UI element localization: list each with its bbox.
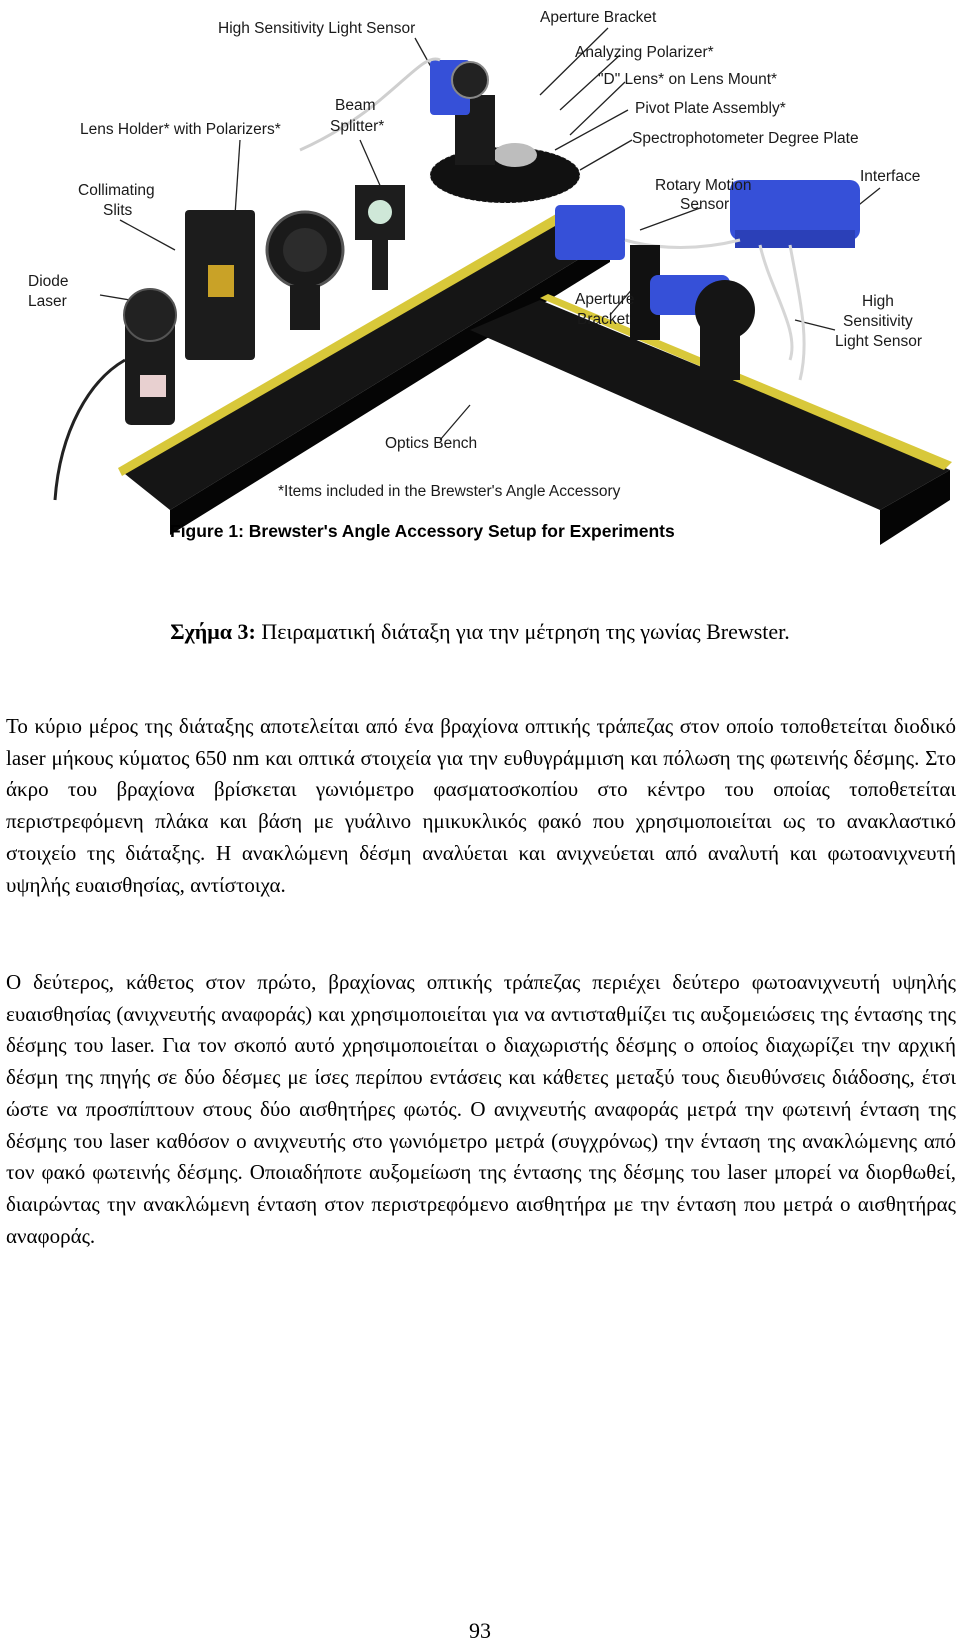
label-pivot-plate: Pivot Plate Assembly* bbox=[635, 100, 786, 117]
label-rotary-motion-2: Sensor bbox=[680, 196, 730, 213]
caption-text: Πειραματική διάταξη για την μέτρηση της γωνίας Brewster. bbox=[261, 619, 790, 644]
label-optics-bench: Optics Bench bbox=[385, 435, 478, 452]
label-aperture-bracket-mid-1: Aperture bbox=[575, 291, 635, 308]
label-diode-2: Laser bbox=[28, 293, 67, 310]
label-beam-splitter-2: Splitter* bbox=[330, 118, 385, 135]
label-aperture-bracket-mid-2: Bracket bbox=[577, 311, 630, 328]
paragraph-2: Ο δεύτερος, κάθετος στον πρώτο, βραχίονας οπτικής τράπεζας περιέχει δεύτερο φωτοανιχνευτή υψηλής ευαισθησίας (ανιχνευτής αναφοράς) και χρησιμοποιείται για να αντισταθμίζει τις αυξομειώσεις της έντασης της δέσμης του laser. Για τον σκοπό αυτό χρησιμοποιείται ο διαχωριστής δέσμης ο οποίος διαχωρίζει την αρχική δέσμη της πηγής σε δύο δέσμες με ίσες περίπου εντάσεις και κάθετες μεταξύ τους διευθύνσεις διάδοσης, έτσι ώστε να προσπίπτουν στους δύο αισθητήρες φωτός. Ο ανιχνευτής αναφοράς μετρά την φωτεινή ένταση της δέσμης του laser καθόσον ο ανιχνευτής στο γωνιόμετρο μετρά (συγχρόνως) την ένταση της ανακλώμενης από τον φακό φωτεινής δέσμης. Οποιαδήποτε αυξομείωση της έντασης της δέσμης του laser μπορεί να διορθωθεί, διαιρώντας την ανακλώμενη ένταση στον περιστρεφόμενο αισθητήρα με την ένταση που μετρά ο αισθητήρας αναφοράς. bbox=[6, 970, 956, 1248]
label-interface: Interface bbox=[860, 168, 921, 185]
label-collimating-2: Slits bbox=[103, 202, 133, 219]
experiment-setup-figure bbox=[0, 0, 960, 580]
label-beam-splitter-1: Beam bbox=[335, 97, 376, 114]
label-hs-sensor-right-3: Light Sensor bbox=[835, 333, 923, 350]
label-items-note: *Items included in the Brewster's Angle Accessory bbox=[278, 483, 621, 500]
collimating-slits bbox=[185, 210, 255, 360]
rotary-motion-sensor bbox=[555, 205, 625, 260]
figure-caption bbox=[0, 618, 960, 646]
label-high-sensitivity-sensor-top: High Sensitivity Light Sensor bbox=[218, 20, 416, 37]
label-aperture-bracket-top: Aperture Bracket bbox=[540, 9, 657, 26]
label-rotary-motion-1: Rotary Motion bbox=[655, 177, 752, 194]
label-analyzing-polarizer: Analyzing Polarizer* bbox=[575, 44, 714, 61]
figure-title: Figure 1: Brewster's Angle Accessory Setup for Experiments bbox=[170, 521, 675, 541]
label-hs-sensor-right-2: Sensitivity bbox=[843, 313, 913, 330]
label-collimating-1: Collimating bbox=[78, 182, 155, 199]
label-spectrophotometer-plate: Spectrophotometer Degree Plate bbox=[632, 130, 859, 147]
label-lens-holder: Lens Holder* with Polarizers* bbox=[80, 121, 281, 138]
setup-illustration bbox=[0, 0, 960, 580]
label-diode-1: Diode bbox=[28, 273, 69, 290]
caption-label: Σχήμα 3: bbox=[170, 619, 256, 644]
page-number: 93 bbox=[469, 1618, 491, 1643]
paragraph-1: Το κύριο μέρος της διάταξης αποτελείται από ένα βραχίονα οπτικής τράπεζας στον οποίο τοποθετείται διοδικό laser μήκους κύματος 650 nm και οπτικά στοιχεία για την ευθυγράμμιση και πόλωση της φωτεινής δέσμης. Στο άκρο του βραχίονα βρίσκεται γωνιόμετρο φασματοσκοπίου στο κέντρο του οποίας τοποθετείται περιστρεφόμενη πλάκα και βάση με γυάλινο ημικυκλικός φακό που χρησιμοποιείται ως το ανακλαστικό στοιχείο της διάταξης. Η ανακλώμενη δέσμη αναλύεται και ανιχνεύεται από αναλυτή και φωτοανιχνευτή υψηλής ευαισθησίας, αντίστοιχα. bbox=[6, 714, 956, 897]
label-hs-sensor-right-1: High bbox=[862, 293, 894, 310]
label-d-lens: "D" Lens* on Lens Mount* bbox=[598, 71, 778, 88]
